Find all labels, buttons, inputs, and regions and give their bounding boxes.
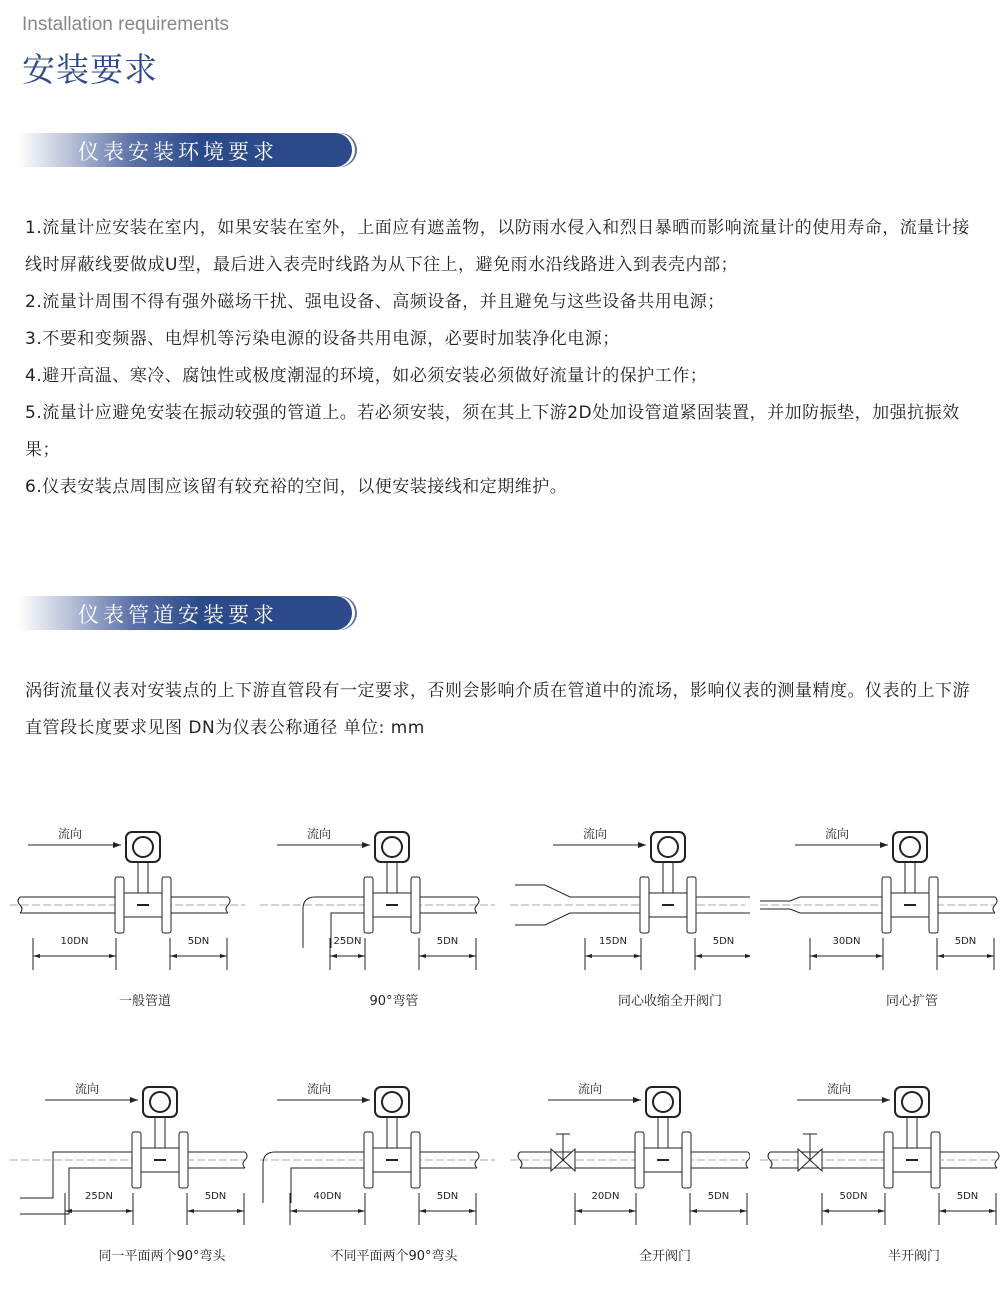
installation-diagram <box>500 1075 750 1275</box>
flange-left <box>640 877 649 933</box>
requirement-item: 1.流量计应安装在室内，如果安装在室外，上面应有遮盖物，以防雨水侵入和烈日暴晒而影响流量计的使用寿命，流量计接线时屏蔽线要做成U型，最后进入表壳时线路为从下往上，避免雨水沿线路进入到表壳内部； <box>25 218 970 275</box>
pipeline-intro: 涡街流量仪表对安装点的上下游直管段有一定要求，否则会影响介质在管道中的流场，影响仪表的测量精度。仪表的上下游直管段长度要求见图 DN为仪表公称通径 单位: mm <box>25 681 970 738</box>
meter-neck <box>387 860 397 893</box>
diagram-caption: 一般管道 <box>118 994 172 1009</box>
dimension-label-up: 10DN <box>60 936 89 947</box>
flange-right <box>411 877 420 933</box>
diagram-caption: 全开阀门 <box>638 1249 692 1264</box>
arrow-head <box>638 842 646 848</box>
dimension-label-down: 5DN <box>436 936 459 947</box>
flange-right <box>682 1132 691 1188</box>
arrow-head <box>362 842 370 848</box>
flange-left <box>132 1132 141 1188</box>
requirement-item: 2.流量计周围不得有强外磁场干扰、强电设备、高频设备，并且避免与这些设备共用电源； <box>25 292 725 312</box>
flange-left <box>884 1132 893 1188</box>
flow-label: 流向 <box>307 827 332 841</box>
dimension-label-up: 15DN <box>599 936 627 947</box>
diagram-caption: 同一平面两个90°弯头 <box>98 1249 226 1264</box>
section-title: 仪表管道安装要求 <box>78 603 278 627</box>
installation-diagram <box>500 820 750 1020</box>
installation-diagram <box>250 820 500 1020</box>
meter-neck <box>387 1115 397 1148</box>
meter-neck <box>155 1115 165 1148</box>
dimension-label-down: 5DN <box>707 1191 730 1202</box>
arrow-head <box>882 1097 890 1103</box>
diagram-caption: 不同平面两个90°弯头 <box>330 1249 458 1264</box>
dimension-label-up: 25DN <box>85 1191 113 1202</box>
flow-label: 流向 <box>307 1082 332 1096</box>
dimension-label-down: 5DN <box>954 936 977 947</box>
meter-neck <box>905 860 915 893</box>
requirement-item: 5.流量计应避免安装在振动较强的管道上。若必须安装，须在其上下游2D处加设管道紧固装置，并加防振垫，加强抗振效果； <box>25 403 960 460</box>
diagram-caption: 同心收缩全开阀门 <box>617 994 723 1009</box>
requirement-item: 4.避开高温、寒冷、腐蚀性或极度潮湿的环境，如必须安装必须做好流量计的保护工作； <box>25 366 708 386</box>
arrow-head <box>113 842 121 848</box>
dimension-label-down: 5DN <box>204 1191 227 1202</box>
section-banner-pipeline <box>18 596 352 630</box>
flow-label: 流向 <box>825 827 850 841</box>
dimension-label-down: 5DN <box>436 1191 459 1202</box>
flow-label: 流向 <box>58 827 83 841</box>
requirement-item: 3.不要和变频器、电焊机等污染电源的设备共用电源，必要时加装净化电源； <box>25 329 620 349</box>
arrow-head <box>880 842 888 848</box>
dimension-label-up: 50DN <box>839 1191 868 1202</box>
flow-label: 流向 <box>75 1082 100 1096</box>
arrow-head <box>362 1097 370 1103</box>
installation-diagram <box>250 1075 500 1275</box>
english-title: Installation requirements <box>22 14 229 35</box>
installation-diagram <box>750 1075 1000 1275</box>
arrow-head <box>130 1097 138 1103</box>
dimension-label-up: 40DN <box>313 1191 342 1202</box>
flow-label: 流向 <box>578 1082 603 1096</box>
flange-left <box>364 877 373 933</box>
flange-right <box>179 1132 188 1188</box>
meter-neck <box>138 860 148 893</box>
diagram-caption: 半开阀门 <box>887 1249 941 1264</box>
flange-left <box>364 1132 373 1188</box>
flange-right <box>929 877 938 933</box>
diagram-caption: 90°弯管 <box>369 994 419 1009</box>
downstream-pipe <box>935 1152 999 1168</box>
requirement-item: 6.仪表安装点周围应该留有较充裕的空间，以便安装接线和定期维护。 <box>25 477 568 497</box>
dimension-label-up: 25DN <box>333 936 362 947</box>
upstream-pipe <box>20 1152 137 1214</box>
flange-left <box>115 877 124 933</box>
section-banner-environment <box>18 133 352 167</box>
meter-neck <box>907 1115 917 1148</box>
flange-left <box>635 1132 644 1188</box>
flange-left <box>882 877 891 933</box>
flange-right <box>931 1132 940 1188</box>
dimension-label-down: 5DN <box>956 1191 979 1202</box>
environment-requirements <box>25 210 975 506</box>
arrow-head <box>633 1097 641 1103</box>
installation-diagram <box>0 820 250 1020</box>
downstream-pipe <box>686 1152 750 1168</box>
flange-right <box>411 1132 420 1188</box>
dimension-label-up: 20DN <box>591 1191 620 1202</box>
flow-label: 流向 <box>827 1082 852 1096</box>
installation-diagram <box>0 1075 250 1275</box>
flow-label: 流向 <box>583 827 608 841</box>
dimension-label-up: 30DN <box>832 936 861 947</box>
diagram-caption: 同心扩管 <box>885 994 939 1009</box>
dimension-label-down: 5DN <box>187 936 210 947</box>
flange-right <box>162 877 171 933</box>
upstream-pipe <box>760 897 887 913</box>
dimension-label-down: 5DN <box>712 936 735 947</box>
installation-diagram <box>750 820 1000 1020</box>
page-title: 安装要求 <box>22 50 158 89</box>
meter-neck <box>663 860 673 893</box>
section-title: 仪表安装环境要求 <box>78 140 278 164</box>
flange-right <box>687 877 696 933</box>
meter-neck <box>658 1115 668 1148</box>
